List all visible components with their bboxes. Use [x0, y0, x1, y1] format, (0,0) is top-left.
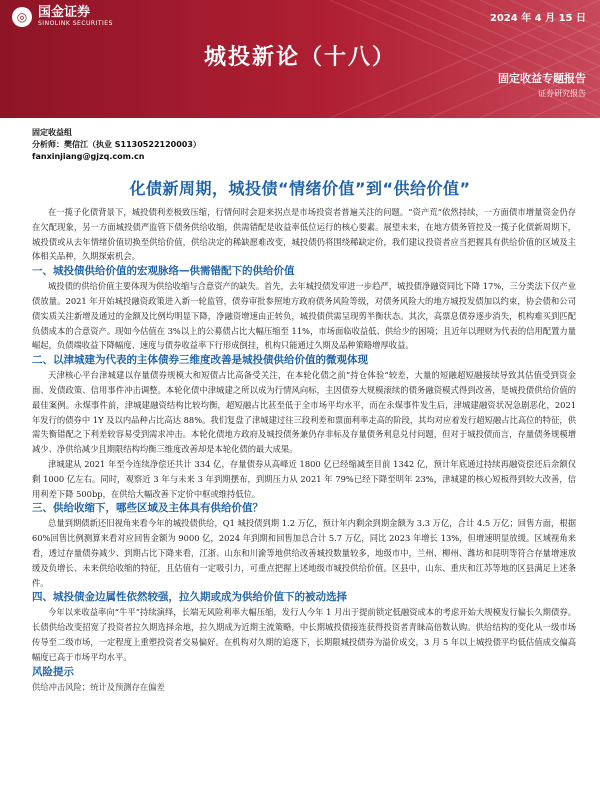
analyst-email[interactable]: fanxinjiang@gjzq.com.cn — [32, 152, 145, 161]
logo-icon: ◎ — [12, 7, 32, 27]
section-paragraph: 总量到期债新还旧视角来看今年的城投债供给，Q1 城投债到期 1.2 万亿，预计年内剩余到期金额为 3.3 万亿，合计 4.5 万亿；回售方面，根据 60%回售比例测算来看对应回售金额为 9000 亿，2024 年到期和回售加总合计 5.7 万亿，同比 2023 年增长 13%，但增速明显放缓。区域视角来看，透过存量债券减少、到期占比下降来看，江浙、山东和川渝等地供给改善城投数量较多，地级市中，兰州、柳州、潍坊和昆明等符合存量增速放缓及负增长、未来供给收缩的特征，且估值有一定吸引力，可重点把握上述地级市城投供给价值。区县中，山东、重庆和江苏等地的区县满足上述条件。 — [32, 518, 576, 588]
report-type: 固定收益专题报告 — [498, 72, 586, 85]
report-title: 化债新周期，城投债“情绪价值”到“供给价值” — [129, 179, 471, 198]
section-paragraph: 津城建从 2021 年至今连续净偿还共计 334 亿，存量债券从高峰近 1800 亿已经缩减至目前 1342 亿，预计年底通过持续再融资偿还后余额仅剩 1000 亿左右。同时，观察近 3 年与未来 3 年到期摆布，到期压力从 2021 年 79%已经下降至明年 23%，津城建的核心短板得到较大改善，信用利差下降 500bp，在供给大幅改善下定价中枢或维持低位。 — [32, 458, 576, 499]
team-name: 固定收益组 — [32, 128, 72, 137]
intro-paragraph: 在一揽子化债背景下，城投债利差极致压缩，行情何时会迎来拐点是市场投资者普遍关注的问题。“资产荒”依然持续，一方面债市增量资金仍存在欠配现象，另一方面城投债严监管下债务供给收缩，供需错配是收益率低位运行的核心要素。展望未来，在地方债务管控及一揽子化债新周期下，城投债或从去年情绪价值切换至供给价值，供给决定的稀缺愿难改变，城投债仍将围绕稀缺定价，我们建议投资者应当把握具有供给价值的区域及主体相关品种，久期探索机会。 — [32, 207, 576, 262]
logo-name-en: SINOLINK SECURITIES — [38, 20, 113, 27]
banner-title: 城投新论（十八） — [203, 45, 396, 70]
risk-heading: 风险提示 — [32, 665, 74, 678]
report-date: 2024 年 4 月 15 日 — [489, 13, 586, 24]
section-heading: 四、城投债金边属性依然较强，拉久期或成为供给价值下的被动选择 — [32, 591, 347, 604]
section-heading: 一、城投债供给价值的宏观脉络—供需错配下的供给价值 — [32, 265, 295, 278]
logo-name-cn: 国金证券 — [38, 5, 91, 20]
section-heading: 二、以津城建为代表的主体债券三维度改善是城投债供给价值的微观体现 — [32, 354, 368, 367]
section-paragraph: 城投债的供给价值主要体现为供给收缩与合意资产的缺失。首先，去年城投债发审进一步趋严，城投债净融资同比下降 17%，三分类法下仅产业债放量。2021 年开始城投融资政策进入新一轮监管，债券审批参照地方政府债务风险等级，对债务风险大的地方城投发债加以约束，协会债和公司债实质关注新增及通过的金额及比例均明显下降，净融资增速由正转负，城投债供需呈现剪半衡状态。其次，高票息债券逐步消失，机构难买到匹配负债成本的合意资产。现如今估值在 3%以上的公募债占比大幅压缩至 11%，市场面临收益低、供给少的困境；且近年以理财为代表的信用配置力量崛起，负债端收益下降幅度、速度与债券收益率下行形成倒挂，机构只能通过久期及品种策略增厚收益。 — [32, 281, 576, 351]
company-logo — [12, 6, 113, 28]
risk-text: 供给冲击风险；统计及预测存在偏差 — [32, 681, 165, 692]
section-heading: 三、供给收缩下，哪些区域及主体具有供给价值？ — [32, 502, 263, 515]
department-label: 证券研究报告 — [538, 89, 586, 98]
analyst-info — [32, 127, 201, 163]
report-body — [32, 205, 576, 694]
report-banner — [0, 0, 600, 118]
section-paragraph: 天津核心平台津城建以存量债券规模大和短债占比高备受关注，在本轮化债之前“持仓体验”较差，大量的短融超短融接续导致其估值受到资金面、发债政策、信用事件冲击调整。本轮化债中津城建之所以成为行情风向标，主因债券大规模滚续的债务融资模式得到改善，是城投债供给价值的最佳案例。永煤事件前，津城建融资结构比较均衡，超短融占比甚至低于全市场平均水平，而在永煤事件发生后，津城建融资状况急剧恶化，2021 年发行的债券中 1Y 及以内品种占比高达 88%。我们复盘了津城建过往三段利差和票面利率走高的阶段，其均对应着发行超短融占比高位的特征，供需失衡错配之下利差较容易受到需求冲击。本轮化债地方政府及城投债务兼仍存非标及存量债务利息兑付问题，但对于城投债而言，存量债务规模增减少、净供给减少且期限结构均衡三维度改善却是本轮化债的最大成果。 — [32, 370, 576, 455]
section-paragraph: 今年以来收益率向“牛平”持续演绎，长端无风险利率大幅压缩，发行人今年 1 月出于提前锁定低融资成本的考虑开始大规模发行偏长久期债券。长债供给改变招宽了投资者拉久期选择余地，拉久期成为近期主流策略，中长期城投债接连获得投资者青睐高倍数认购。供给结构的变化从一级市场传导至二级市场，一定程度上重塑投资者交易偏好。在机构对久期的追逐下，长期限城投债券为溢价成交，3 月 5 年以上城投债平均低估值成交偏高幅度已高于市场平均水平。 — [32, 607, 576, 662]
analyst-name: 分析师：樊信江（执业 S1130522120003） — [32, 140, 201, 149]
